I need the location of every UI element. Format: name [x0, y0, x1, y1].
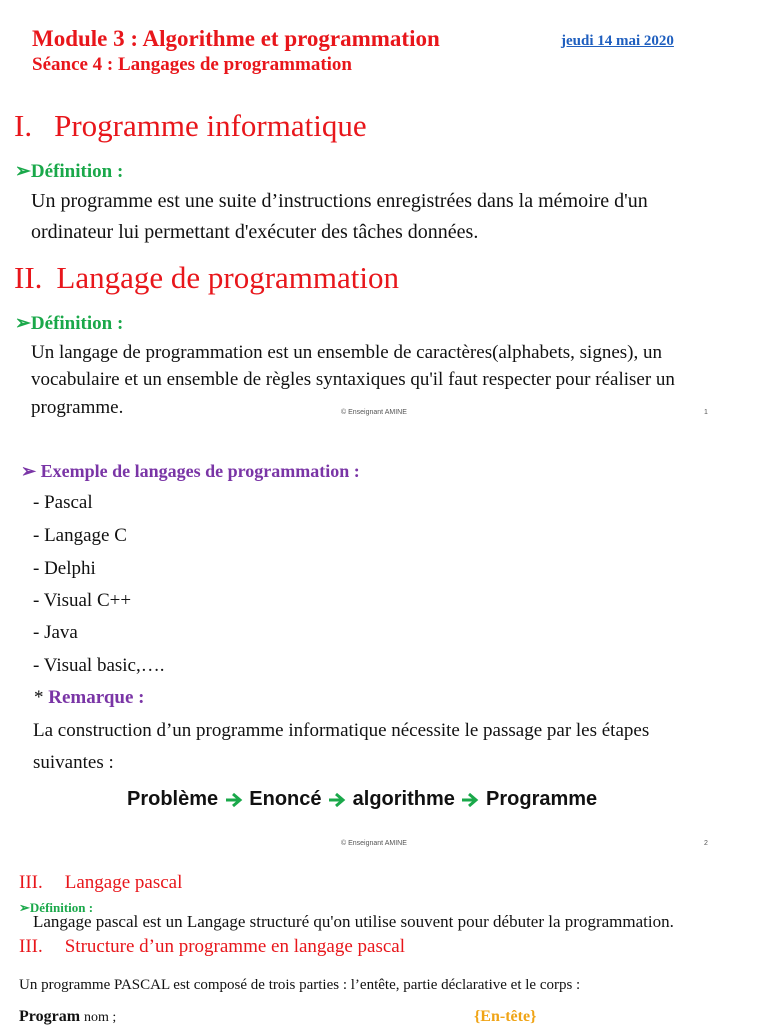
flow-step-enonce: Enoncé [249, 788, 322, 810]
examples-heading: ➢ Exemple de langages de programmation : [21, 461, 360, 481]
remark-line-2: suivantes : [33, 752, 114, 773]
section-3-heading [19, 872, 182, 894]
section-3-definition-text: Langage pascal est un Langage structuré qu'on utilise souvent pour débuter la programmation. [33, 912, 674, 931]
language-item: - Langage C [33, 525, 127, 546]
section-4-intro: Un programme PASCAL est composé de trois parties : l’entête, partie déclarative et le corps : [19, 977, 581, 993]
flow-step-probleme: Problème [127, 788, 219, 810]
section-1-definition-line-2: ordinateur lui permettant d'exécuter des tâches données. [31, 221, 479, 243]
right-arrow-icon [327, 792, 347, 808]
session-title: Séance 4 : Langages de programmation [32, 54, 352, 75]
section-2-definition-line-3: programme. [31, 397, 124, 418]
module-title: Module 3 : Algorithme et programmation [32, 26, 440, 51]
page-1-footer-author: © Enseignant AMINE [341, 409, 407, 416]
section-3-title: Langage pascal [64, 872, 183, 893]
arrow-bullet-icon: ➢ [15, 161, 31, 182]
process-flow [127, 788, 597, 811]
arrow-bullet-icon: ➢ [21, 461, 37, 481]
section-3-definition-label: ➢Définition : [19, 900, 94, 915]
section-2-definition-line-1: Un langage de programmation est un ensemble de caractères(alphabets, signes), un [31, 342, 662, 363]
flow-step-algorithme: algorithme [352, 788, 455, 810]
remark-label: Remarque : [48, 687, 145, 708]
section-2-title: Langage de programmation [56, 260, 399, 295]
page-1-footer-number: 1 [704, 409, 708, 416]
right-arrow-icon [224, 792, 244, 808]
page-2-footer-number: 2 [704, 840, 708, 847]
section-3-numeral: III. [19, 872, 43, 893]
section-1-definition-label: ➢Définition : [15, 161, 124, 182]
section-2-definition-label: ➢Définition : [15, 313, 124, 334]
section-1-heading [14, 108, 367, 144]
language-item: - Java [33, 622, 78, 643]
remark-heading [34, 687, 144, 709]
section-4-title: Structure d’un programme en langage pascal [64, 936, 406, 957]
section-2-definition-line-2: vocabulaire et un ensemble de règles syntaxiques qu'il faut respecter pour réaliser un [31, 369, 675, 390]
remark-star: * [34, 687, 44, 708]
section-4-heading [19, 936, 405, 958]
program-line [19, 1008, 116, 1026]
date-link[interactable]: jeudi 14 mai 2020 [561, 33, 674, 49]
language-item: - Visual C++ [33, 590, 132, 611]
arrow-bullet-icon: ➢ [15, 313, 31, 334]
section-4-numeral: III. [19, 936, 43, 957]
language-item: - Pascal [33, 492, 93, 513]
remark-line-1: La construction d’un programme informatique nécessite le passage par les étapes [33, 720, 650, 741]
program-name: nom ; [84, 1010, 117, 1025]
page-2-footer-author: © Enseignant AMINE [341, 840, 407, 847]
section-1-numeral: I. [14, 108, 33, 143]
section-1-title: Programme informatique [54, 108, 367, 143]
section-2-heading [14, 260, 399, 296]
language-item: - Delphi [33, 558, 96, 579]
flow-step-programme: Programme [486, 788, 598, 810]
section-2-numeral: II. [14, 260, 43, 295]
section-1-definition-line-1: Un programme est une suite d’instructions enregistrées dans la mémoire d'un [31, 190, 648, 212]
arrow-bullet-icon: ➢ [19, 900, 30, 915]
language-item: - Visual basic,…. [33, 655, 165, 676]
program-keyword: Program [19, 1008, 81, 1025]
right-arrow-icon [460, 792, 480, 808]
header-comment-label: {En-tête} [474, 1008, 537, 1025]
